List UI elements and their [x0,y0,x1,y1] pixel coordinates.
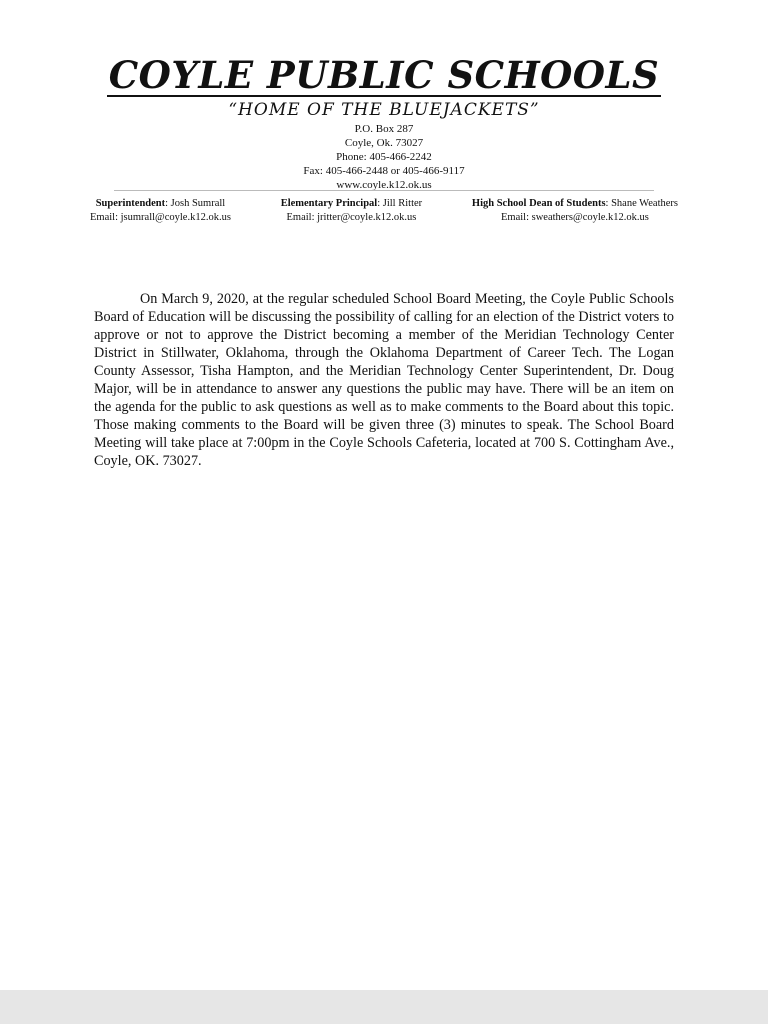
staff-name: Shane Weathers [611,198,678,209]
staff-role: High School Dean of Students [471,198,606,209]
letterhead [90,55,678,192]
staff-elementary-principal: Elementary Principal: Jill Ritter Email: jritter@coyle.k12.ok.us [280,198,423,223]
address-block [90,122,678,192]
address-fax: Fax: 405-466-2448 or 405-466-9117 [303,165,465,177]
staff-superintendent: Superintendent: Josh Sumrall Email: jsumrall@coyle.k12.ok.us [90,198,231,223]
staff-directory [90,197,678,225]
announcement-paragraph: On March 9, 2020, at the regular scheduled School Board Meeting, the Coyle Public Schools Board of Education will be discussing the possibility of calling for an election of the District voters to approve or not to approve the District becoming a member of the Meridian Technology Center District in Stillwater, Oklahoma, through the Oklahoma Department of Career Tech. The Logan County Assessor, Tisha Hampton, and the Meridian Technology Center Superintendent, Dr. Doug Major, will be in attendance to answer any questions the public may have. There will be an item on the agenda for the public to ask questions as well as to make comments to the Board about this topic. Those making comments to the Board will be given three (3) minutes to speak. The School Board Meeting will take place at 7:00pm in the Coyle Schools Cafeteria, located at 700 S. Cottingham Ave., Coyle, OK. 73027. [94,291,674,469]
staff-email: Email: jritter@coyle.k12.ok.us [286,212,417,223]
staff-email: Email: jsumrall@coyle.k12.ok.us [90,212,231,223]
staff-email: Email: sweathers@coyle.k12.ok.us [501,212,649,223]
address-website: www.coyle.k12.ok.us [336,179,432,191]
staff-name: Jill Ritter [382,198,423,209]
staff-dean-of-students: High School Dean of Students: Shane Weathers Email: sweathers@coyle.k12.ok.us [471,198,678,223]
staff-role: Elementary Principal [280,198,378,209]
school-tagline: “HOME OF THE BLUEJACKETS” [228,100,540,120]
staff-name: Josh Sumrall [170,198,226,209]
address-phone: Phone: 405-466-2242 [336,151,432,163]
address-city: Coyle, Ok. 73027 [344,137,424,149]
header-divider [114,190,654,191]
staff-role: Superintendent [95,198,166,209]
school-title: COYLE PUBLIC SCHOOLS [108,53,660,97]
address-po-box: P.O. Box 287 [354,123,414,135]
